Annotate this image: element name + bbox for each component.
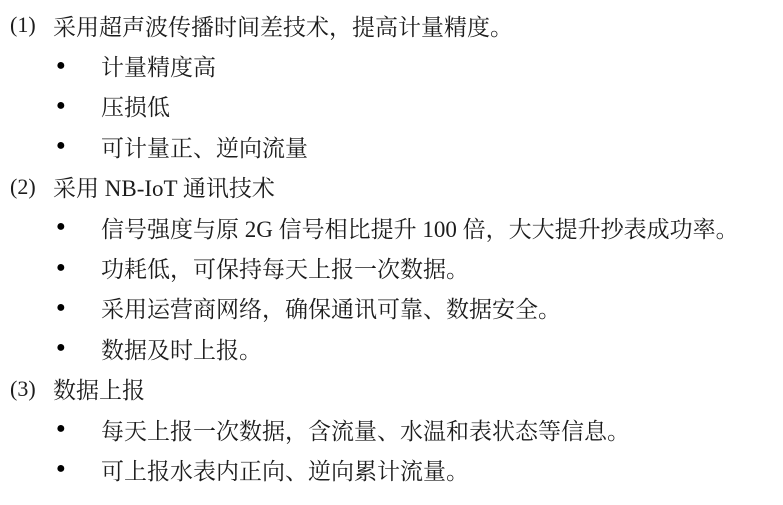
section-2-number: (2) (10, 173, 36, 199)
list-item (0, 86, 783, 126)
list-item (0, 207, 783, 247)
bullet-icon: ● (56, 460, 66, 478)
bullet-icon: ● (56, 339, 66, 357)
list-item (0, 247, 783, 287)
section-2-heading (0, 167, 783, 207)
list-item (0, 409, 783, 449)
list-item (0, 328, 783, 368)
bullet-icon: ● (56, 218, 66, 236)
list-item (0, 449, 783, 489)
bullet-text: 数据及时上报。 (101, 337, 262, 363)
bullet-text: 功耗低，可保持每天上报一次数据。 (101, 257, 469, 283)
list-item (0, 288, 783, 328)
bullet-text: 可计量正、逆向流量 (101, 135, 308, 161)
section-3-heading (0, 369, 783, 409)
list-item (0, 45, 783, 85)
bullet-text: 每天上报一次数据，含流量、水温和表状态等信息。 (101, 418, 630, 444)
bullet-text: 信号强度与原 2G 信号相比提升 100 倍，大大提升抄表成功率。 (101, 216, 739, 242)
bullet-text: 计量精度高 (101, 55, 216, 81)
bullet-icon: ● (56, 137, 66, 155)
bullet-text: 采用运营商网络，确保通讯可靠、数据安全。 (101, 297, 561, 323)
bullet-icon: ● (56, 56, 66, 74)
bullet-icon: ● (56, 298, 66, 316)
bullet-text: 压损低 (101, 95, 170, 121)
section-2-title: 采用 NB-IoT 通讯技术 (53, 176, 275, 202)
section-1-heading (0, 5, 783, 45)
bullet-icon: ● (56, 96, 66, 114)
bullet-icon: ● (56, 420, 66, 438)
section-1-title: 采用超声波传播时间差技术，提高计量精度。 (53, 14, 513, 40)
bullet-icon: ● (56, 258, 66, 276)
section-1-number: (1) (10, 12, 36, 38)
section-3-title: 数据上报 (53, 378, 145, 404)
section-3-number: (3) (10, 375, 36, 401)
list-item (0, 126, 783, 166)
bullet-text: 可上报水表内正向、逆向累计流量。 (101, 458, 469, 484)
